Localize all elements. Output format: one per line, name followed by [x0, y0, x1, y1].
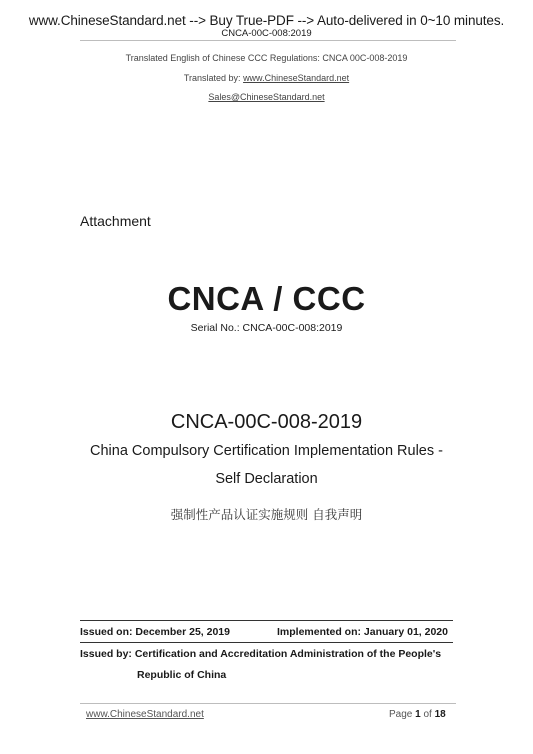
serial-number: Serial No.: CNCA-00C-008:2019	[190, 322, 343, 334]
issued-by-line2: Republic of China	[137, 669, 227, 681]
page-number: 1	[415, 709, 421, 720]
page-label: Page	[389, 709, 413, 720]
attachment-label: Attachment	[80, 213, 151, 229]
top-banner: www.ChineseStandard.net --> Buy True-PDF --> Auto-delivered in 0~10 minutes.	[28, 13, 505, 28]
header-code: CNCA-00C-008:2019	[221, 28, 312, 39]
main-title: CNCA / CCC	[167, 280, 366, 317]
implemented-on: Implemented on: January 01, 2020	[277, 626, 448, 638]
document-title-line1: China Compulsory Certification Implementation Rules -	[90, 443, 443, 459]
document-title-line2: Self Declaration	[215, 471, 318, 487]
page-total: 18	[434, 709, 446, 720]
sales-email-line	[0, 92, 533, 102]
translated-by-link[interactable]: www.ChineseStandard.net	[243, 73, 350, 83]
translated-by-line	[0, 73, 533, 83]
issue-divider-top	[80, 620, 453, 621]
of-label: of	[423, 709, 432, 720]
translated-english-text: Translated English of Chinese CCC Regulations: CNCA 00C-008-2019	[125, 53, 408, 63]
header-divider	[80, 40, 456, 41]
footer-divider	[80, 703, 456, 704]
issue-divider-bottom	[80, 642, 453, 643]
footer-site-link[interactable]: www.ChineseStandard.net	[86, 709, 204, 720]
issued-on: Issued on: December 25, 2019	[80, 626, 230, 638]
page-indicator	[389, 709, 446, 720]
sales-email-link[interactable]: Sales@ChineseStandard.net	[208, 92, 325, 102]
issued-by-line1: Issued by: Certification and Accreditation Administration of the People's	[80, 648, 442, 660]
chinese-title: 强制性产品认证实施规则 自我声明	[170, 507, 363, 522]
document-code: CNCA-00C-008-2019	[170, 411, 363, 433]
translated-by-label: Translated by:	[183, 73, 244, 83]
